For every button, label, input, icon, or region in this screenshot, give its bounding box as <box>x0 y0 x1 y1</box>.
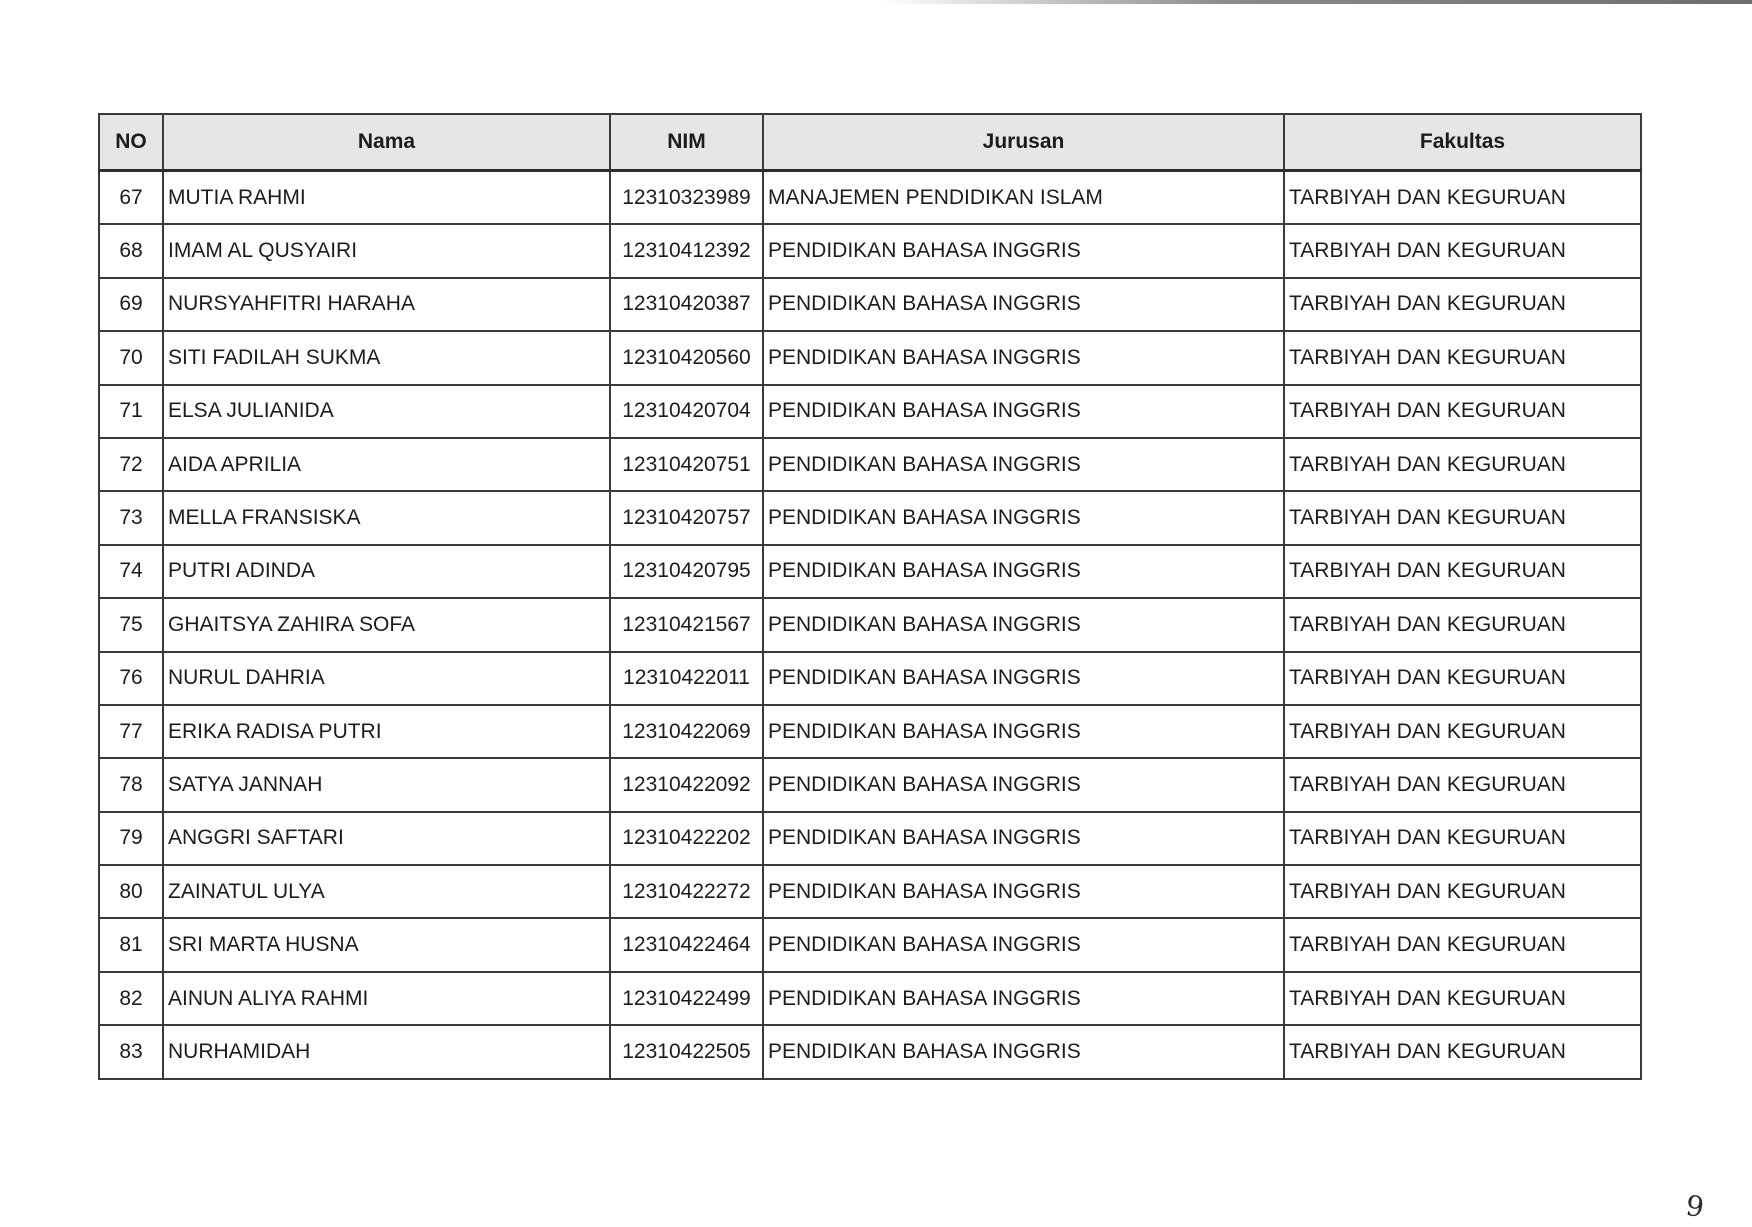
cell-jurusan: PENDIDIKAN BAHASA INGGRIS <box>763 438 1284 491</box>
cell-fakultas: TARBIYAH DAN KEGURUAN <box>1284 598 1641 651</box>
cell-fakultas: TARBIYAH DAN KEGURUAN <box>1284 1025 1641 1078</box>
page-number: 9 <box>1683 1188 1707 1225</box>
cell-jurusan: PENDIDIKAN BAHASA INGGRIS <box>763 278 1284 331</box>
cell-fakultas: TARBIYAH DAN KEGURUAN <box>1284 385 1641 438</box>
table-row <box>99 652 1641 705</box>
cell-nama: ELSA JULIANIDA <box>163 385 610 438</box>
cell-nama: MELLA FRANSISKA <box>163 491 610 544</box>
cell-nama: NURHAMIDAH <box>163 1025 610 1078</box>
cell-fakultas: TARBIYAH DAN KEGURUAN <box>1284 278 1641 331</box>
cell-nim: 12310420751 <box>610 438 763 491</box>
table-row <box>99 1025 1641 1078</box>
cell-jurusan: PENDIDIKAN BAHASA INGGRIS <box>763 812 1284 865</box>
scan-edge <box>880 0 1752 4</box>
cell-fakultas: TARBIYAH DAN KEGURUAN <box>1284 331 1641 384</box>
cell-fakultas: TARBIYAH DAN KEGURUAN <box>1284 224 1641 277</box>
cell-nim: 12310323989 <box>610 171 763 225</box>
cell-nama: SITI FADILAH SUKMA <box>163 331 610 384</box>
cell-nim: 12310422011 <box>610 652 763 705</box>
cell-nama: NURUL DAHRIA <box>163 652 610 705</box>
cell-jurusan: PENDIDIKAN BAHASA INGGRIS <box>763 705 1284 758</box>
cell-nim: 12310412392 <box>610 224 763 277</box>
cell-nim: 12310422069 <box>610 705 763 758</box>
header-nama: Nama <box>163 114 610 171</box>
cell-no: 71 <box>99 385 163 438</box>
cell-nim: 12310422272 <box>610 865 763 918</box>
cell-nim: 12310422202 <box>610 812 763 865</box>
cell-no: 83 <box>99 1025 163 1078</box>
cell-nim: 12310420704 <box>610 385 763 438</box>
cell-jurusan: PENDIDIKAN BAHASA INGGRIS <box>763 545 1284 598</box>
cell-jurusan: MANAJEMEN PENDIDIKAN ISLAM <box>763 171 1284 225</box>
header-nim: NIM <box>610 114 763 171</box>
cell-fakultas: TARBIYAH DAN KEGURUAN <box>1284 918 1641 971</box>
table-row <box>99 865 1641 918</box>
cell-nama: SATYA JANNAH <box>163 758 610 811</box>
cell-nim: 12310422499 <box>610 972 763 1025</box>
cell-nim: 12310422505 <box>610 1025 763 1078</box>
cell-nama: GHAITSYA ZAHIRA SOFA <box>163 598 610 651</box>
cell-jurusan: PENDIDIKAN BAHASA INGGRIS <box>763 865 1284 918</box>
cell-nim: 12310421567 <box>610 598 763 651</box>
cell-jurusan: PENDIDIKAN BAHASA INGGRIS <box>763 652 1284 705</box>
cell-jurusan: PENDIDIKAN BAHASA INGGRIS <box>763 758 1284 811</box>
table-row <box>99 385 1641 438</box>
cell-fakultas: TARBIYAH DAN KEGURUAN <box>1284 972 1641 1025</box>
cell-nama: ANGGRI SAFTARI <box>163 812 610 865</box>
cell-nama: NURSYAHFITRI HARAHA <box>163 278 610 331</box>
header-fakultas: Fakultas <box>1284 114 1641 171</box>
cell-no: 81 <box>99 918 163 971</box>
cell-no: 72 <box>99 438 163 491</box>
cell-no: 67 <box>99 171 163 225</box>
table-row <box>99 171 1641 225</box>
cell-fakultas: TARBIYAH DAN KEGURUAN <box>1284 491 1641 544</box>
cell-no: 77 <box>99 705 163 758</box>
table-row <box>99 224 1641 277</box>
cell-no: 79 <box>99 812 163 865</box>
table-row <box>99 331 1641 384</box>
table-row <box>99 278 1641 331</box>
cell-nim: 12310420795 <box>610 545 763 598</box>
table-header-row <box>99 114 1641 171</box>
cell-no: 75 <box>99 598 163 651</box>
cell-no: 76 <box>99 652 163 705</box>
table-row <box>99 545 1641 598</box>
cell-fakultas: TARBIYAH DAN KEGURUAN <box>1284 171 1641 225</box>
cell-nama: ERIKA RADISA PUTRI <box>163 705 610 758</box>
cell-jurusan: PENDIDIKAN BAHASA INGGRIS <box>763 1025 1284 1078</box>
cell-no: 80 <box>99 865 163 918</box>
cell-nama: PUTRI ADINDA <box>163 545 610 598</box>
cell-nama: SRI MARTA HUSNA <box>163 918 610 971</box>
cell-jurusan: PENDIDIKAN BAHASA INGGRIS <box>763 224 1284 277</box>
table-row <box>99 758 1641 811</box>
cell-nim: 12310420387 <box>610 278 763 331</box>
cell-fakultas: TARBIYAH DAN KEGURUAN <box>1284 705 1641 758</box>
table-body <box>99 171 1641 1079</box>
table-row <box>99 705 1641 758</box>
cell-jurusan: PENDIDIKAN BAHASA INGGRIS <box>763 972 1284 1025</box>
table-row <box>99 918 1641 971</box>
cell-fakultas: TARBIYAH DAN KEGURUAN <box>1284 812 1641 865</box>
cell-jurusan: PENDIDIKAN BAHASA INGGRIS <box>763 491 1284 544</box>
cell-fakultas: TARBIYAH DAN KEGURUAN <box>1284 758 1641 811</box>
cell-nim: 12310422092 <box>610 758 763 811</box>
table-row <box>99 972 1641 1025</box>
header-jurusan: Jurusan <box>763 114 1284 171</box>
cell-jurusan: PENDIDIKAN BAHASA INGGRIS <box>763 331 1284 384</box>
cell-nama: AIDA APRILIA <box>163 438 610 491</box>
cell-nama: MUTIA RAHMI <box>163 171 610 225</box>
cell-no: 78 <box>99 758 163 811</box>
cell-jurusan: PENDIDIKAN BAHASA INGGRIS <box>763 598 1284 651</box>
cell-jurusan: PENDIDIKAN BAHASA INGGRIS <box>763 385 1284 438</box>
cell-nama: ZAINATUL ULYA <box>163 865 610 918</box>
cell-nim: 12310420560 <box>610 331 763 384</box>
cell-fakultas: TARBIYAH DAN KEGURUAN <box>1284 438 1641 491</box>
cell-nama: AINUN ALIYA RAHMI <box>163 972 610 1025</box>
cell-fakultas: TARBIYAH DAN KEGURUAN <box>1284 652 1641 705</box>
cell-nama: IMAM AL QUSYAIRI <box>163 224 610 277</box>
cell-no: 73 <box>99 491 163 544</box>
cell-no: 68 <box>99 224 163 277</box>
cell-nim: 12310420757 <box>610 491 763 544</box>
cell-no: 70 <box>99 331 163 384</box>
student-table <box>98 113 1642 1080</box>
cell-no: 69 <box>99 278 163 331</box>
cell-jurusan: PENDIDIKAN BAHASA INGGRIS <box>763 918 1284 971</box>
cell-fakultas: TARBIYAH DAN KEGURUAN <box>1284 545 1641 598</box>
cell-no: 74 <box>99 545 163 598</box>
header-no: NO <box>99 114 163 171</box>
cell-no: 82 <box>99 972 163 1025</box>
table-row <box>99 491 1641 544</box>
table-row <box>99 812 1641 865</box>
table-row <box>99 438 1641 491</box>
student-table-container <box>98 113 1640 1080</box>
cell-fakultas: TARBIYAH DAN KEGURUAN <box>1284 865 1641 918</box>
cell-nim: 12310422464 <box>610 918 763 971</box>
table-row <box>99 598 1641 651</box>
